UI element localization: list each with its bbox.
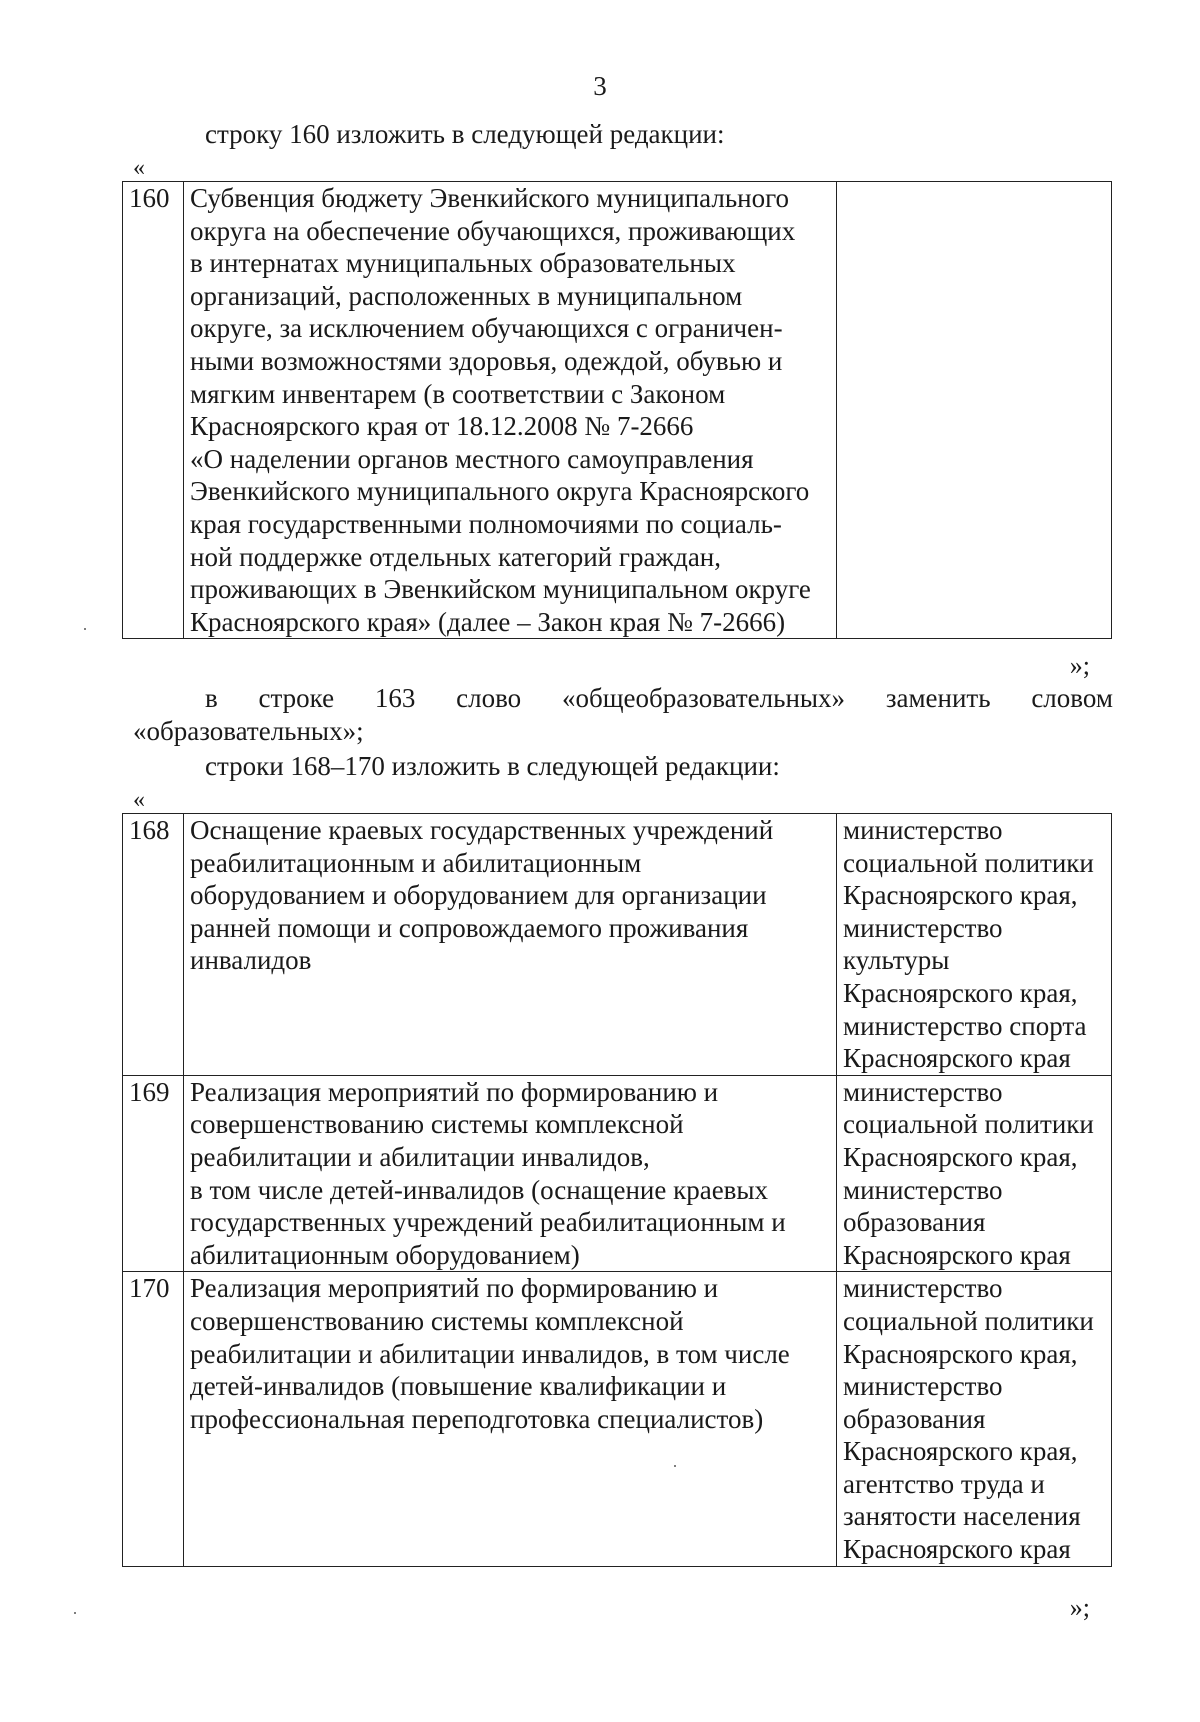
row-responsible-160 xyxy=(837,182,1112,639)
close-quote-2: »; xyxy=(1069,1593,1090,1622)
close-quote-1: »; xyxy=(1069,651,1090,680)
scan-speck xyxy=(84,628,86,630)
word-2: строке xyxy=(258,683,335,713)
row-number-170: 170 xyxy=(123,1272,184,1566)
table-row-170 xyxy=(123,1272,1112,1566)
row-description-169: Реализация мероприятий по формированию и совершенствованию системы комплексной реабилитации и абилитации инвалидов, в том числе детей-инвалидов (оснащение краевых государственных учреждений реабилитационным и абилитационным оборудованием) xyxy=(184,1075,837,1272)
row-number-160: 160 xyxy=(123,182,184,639)
word-5: «общеобразовательных» xyxy=(561,683,846,713)
open-quote-1: « xyxy=(133,155,145,181)
row-number-168: 168 xyxy=(123,814,184,1076)
intro-paragraph-168-170: строки 168–170 изложить в следующей редакции: xyxy=(205,751,780,781)
word-7: словом xyxy=(1031,683,1113,713)
row-responsible-168: министерство социальной политики Красноярского края, министерство культуры Красноярского края, министерство спорта Красноярского края xyxy=(837,814,1112,1076)
row-responsible-170: министерство социальной политики Красноярского края, министерство образования Красноярского края, агентство труда и занятости населения Красноярского края xyxy=(837,1272,1112,1566)
word-3: 163 xyxy=(374,683,416,713)
table-row-168 xyxy=(123,814,1112,1076)
intro-paragraph-160: строку 160 изложить в следующей редакции: xyxy=(205,119,725,149)
row-responsible-169: министерство социальной политики Красноярского края, министерство образования Красноярского края xyxy=(837,1075,1112,1272)
amendment-table-168-170 xyxy=(122,813,1112,1567)
paragraph-163-line2: «образовательных»; xyxy=(133,716,364,746)
word-4: слово xyxy=(456,683,522,713)
page-number: 3 xyxy=(593,71,607,101)
word-6: заменить xyxy=(885,683,991,713)
table-row-169 xyxy=(123,1075,1112,1272)
row-description-170: Реализация мероприятий по формированию и совершенствованию системы комплексной реабилитации и абилитации инвалидов, в том числе детей-инвалидов (повышение квалификации и профессиональная переподготовка специалистов) xyxy=(184,1272,837,1566)
row-description-168: Оснащение краевых государственных учреждений реабилитационным и абилитационным оборудованием и оборудованием для организации ранней помощи и сопровождаемого проживания инвалидов xyxy=(184,814,837,1076)
scan-speck xyxy=(674,1465,676,1467)
open-quote-2: « xyxy=(133,787,145,813)
table-row-160 xyxy=(123,182,1112,639)
paragraph-163-line1 xyxy=(205,682,1113,715)
scan-speck xyxy=(74,1612,76,1614)
row-description-160: Субвенция бюджету Эвенкийского муниципального округа на обеспечение обучающихся, проживающих в интернатах муниципальных образовательных организаций, расположенных в муниципальном округе, за исключением обучающихся с ограничен- ными возможностями здоровья, одеждой, обувью и мягким инвентарем (в соответствии с Законом Красноярского края от 18.12.2008 № 7-2666 «О наделении органов местного самоуправления Эвенкийского муниципального округа Красноярского края государственными полномочиями по социаль- ной поддержке отдельных категорий граждан, проживающих в Эвенкийском муниципальном округе Красноярского края» (далее – Закон края № 7-2666) xyxy=(184,182,837,639)
row-number-169: 169 xyxy=(123,1075,184,1272)
amendment-table-160 xyxy=(122,181,1112,639)
word-1: в xyxy=(205,683,218,713)
